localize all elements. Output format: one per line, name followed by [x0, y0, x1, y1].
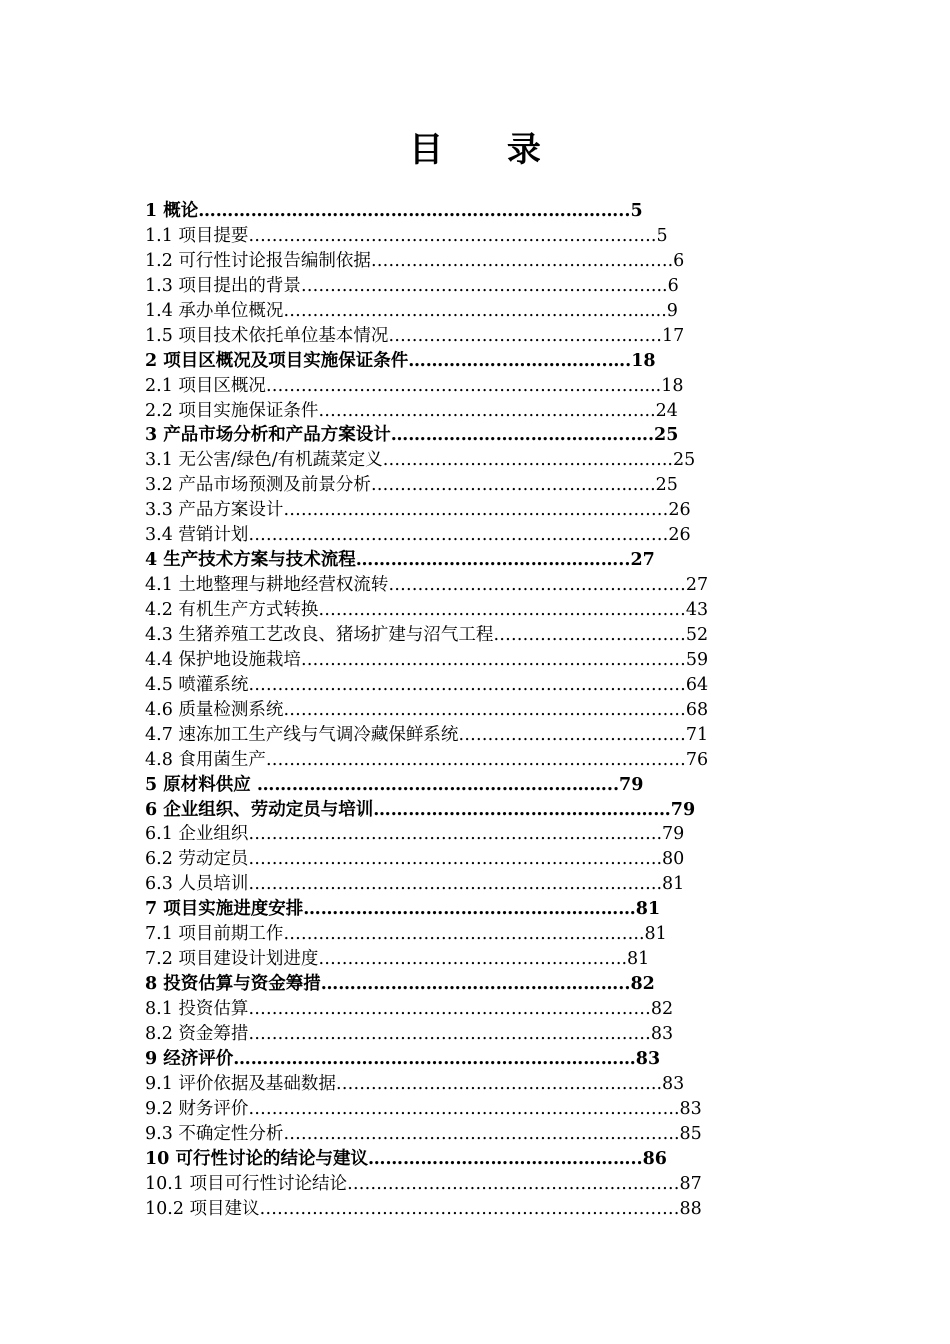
toc-entry-text: 6.1 企业组织……………………………………………………………..79 [145, 824, 685, 845]
toc-entry-text: 2.1 项目区概况……………………………………………………….....18 [145, 375, 684, 396]
toc-entry-text: 6 企业组织、劳动定员与培训……………………………………………79 [145, 799, 696, 820]
page-title: 目 录 [409, 130, 567, 170]
toc-entry-text: 6.3 人员培训……………………………………………………………..81 [145, 874, 685, 895]
toc-chapter-entry [145, 1147, 805, 1172]
toc-section-entry [145, 249, 805, 274]
toc-section-entry [145, 374, 805, 399]
toc-entry-text: 2.2 项目实施保证条件……………………………………………..…..24 [145, 400, 678, 421]
toc-section-entry [145, 723, 805, 748]
toc-entry-text: 3 产品市场分析和产品方案设计…………………………………..….25 [145, 425, 679, 446]
toc-entry-text: 7.2 项目建设计划进度……………………………………………..81 [145, 949, 650, 970]
toc-entry-text: 9.3 不确定性分析…………………………………………………………..85 [145, 1123, 702, 1144]
toc-entry-text: 1 概论………………………………………………………………..5 [145, 201, 643, 221]
toc-section-entry [145, 997, 805, 1022]
toc-entry-text: 9.2 财务评价………………………………………………………………..83 [145, 1098, 702, 1119]
toc-section-entry [145, 324, 805, 349]
toc-entry-text: 3.3 产品方案设计…………………………………………………………26 [145, 500, 691, 521]
toc-entry-text: 8.1 投资估算……………………………………………………………82 [145, 999, 674, 1019]
toc-section-entry [145, 274, 805, 299]
toc-entry-text: 4.4 保护地设施栽培…………………………………………………………59 [145, 649, 709, 670]
toc-section-entry [145, 573, 805, 598]
toc-chapter-entry [145, 972, 805, 997]
toc-entry-text: 5 原材料供应 ……………………………………………………..79 [145, 774, 644, 795]
toc-chapter-entry [145, 199, 805, 224]
toc-entry-text: 1.1 项目提要…………………………………………………………….5 [145, 225, 668, 246]
toc-entry-text: 1.5 项目技术依托单位基本情况…………………………………..……17 [145, 325, 685, 346]
toc-entry-text: 3.1 无公害/绿色/有机蔬菜定义……………………………………...…..25 [145, 450, 696, 471]
toc-entry-text: 4.6 质量检测系统……………………………………………………………68 [145, 699, 709, 720]
toc-section-entry [145, 399, 805, 424]
toc-entry-text: 6.2 劳动定员……………………………………………………………..80 [145, 849, 685, 870]
toc-section-entry [145, 498, 805, 523]
toc-section-entry [145, 922, 805, 947]
toc-section-entry [145, 448, 805, 473]
toc-entry-text: 10.1 项目可行性讨论结论…………………………………………………87 [145, 1173, 702, 1194]
toc-chapter-entry [145, 349, 805, 374]
toc-section-entry [145, 673, 805, 698]
toc-entry-text: 4.8 食用菌生产………………………………………………………………76 [145, 749, 709, 770]
toc-entry-text: 1.2 可行性讨论报告编制依据………………………………………...….6 [145, 250, 685, 271]
toc-section-entry [145, 623, 805, 648]
toc-section-entry [145, 847, 805, 872]
toc-entry-text: 4 生产技术方案与技术流程………………………………………..27 [145, 550, 655, 571]
toc-chapter-entry [145, 773, 805, 798]
toc-section-entry [145, 1072, 805, 1097]
toc-entry-text: 7.1 项目前期工作……………………………………………………..81 [145, 924, 667, 945]
toc-chapter-entry [145, 897, 805, 922]
toc-section-entry [145, 1197, 805, 1222]
toc-section-entry [145, 523, 805, 548]
toc-entry-text: 1.3 项目提出的背景……………………………………………………...6 [145, 275, 679, 296]
toc-section-entry [145, 299, 805, 324]
toc-section-entry [145, 598, 805, 623]
toc-entry-text: 4.5 喷灌系统…………………………………………………………………64 [145, 674, 709, 695]
toc-section-entry [145, 224, 805, 249]
toc-chapter-entry [145, 798, 805, 823]
toc-section-entry [145, 648, 805, 673]
toc-entry-text: 9 经济评价……………………………………………………………83 [145, 1048, 661, 1069]
toc-section-entry [145, 1172, 805, 1197]
toc-entry-text: 4.1 土地整理与耕地经营权流转……………………………………………27 [145, 575, 709, 596]
toc-entry-text: 9.1 评价依据及基础数据………………………………………………..83 [145, 1073, 685, 1094]
toc-section-entry [145, 1097, 805, 1122]
toc-entry-text: 1.4 承办单位概况……………………………………………………......9 [145, 300, 678, 321]
toc-section-entry [145, 947, 805, 972]
toc-section-entry [145, 1122, 805, 1147]
toc-entry-text: 3.4 营销计划………………………………………………………………26 [145, 525, 691, 546]
toc-entry-text: 4.2 有机生产方式转换………………………………………………………43 [145, 600, 709, 620]
toc-entry-text: 8.2 资金筹措……………………………………………………………83 [145, 1023, 674, 1044]
toc-entry-text: 10.2 项目建议………………………………………………………………88 [145, 1198, 702, 1219]
toc-entry-text: 2 项目区概况及项目实施保证条件……………..……………..….18 [145, 350, 656, 371]
toc-chapter-entry [145, 548, 805, 573]
toc-section-entry [145, 698, 805, 723]
toc-section-entry [145, 872, 805, 897]
toc-chapter-entry [145, 1047, 805, 1072]
toc-entry-text: 4.3 生猪养殖工艺改良、猪场扩建与沼气工程……………………………52 [145, 624, 709, 645]
toc-chapter-entry [145, 423, 805, 448]
toc-entry-text: 7 项目实施进度安排…………………………………………………81 [145, 899, 661, 920]
toc-entry-text: 10 可行性讨论的结论与建议………………………………………..86 [145, 1148, 667, 1169]
toc-entry-text: 8 投资估算与资金筹措……………………………………………..82 [145, 974, 655, 995]
toc-section-entry [145, 822, 805, 847]
toc-entry-text: 3.2 产品市场预测及前景分析……………………………………...….25 [145, 475, 678, 496]
table-of-contents [145, 199, 805, 1221]
toc-section-entry [145, 473, 805, 498]
toc-entry-text: 4.7 速冻加工生产线与气调冷藏保鲜系统…………………………………71 [145, 724, 709, 745]
toc-section-entry [145, 748, 805, 773]
toc-section-entry [145, 1022, 805, 1047]
